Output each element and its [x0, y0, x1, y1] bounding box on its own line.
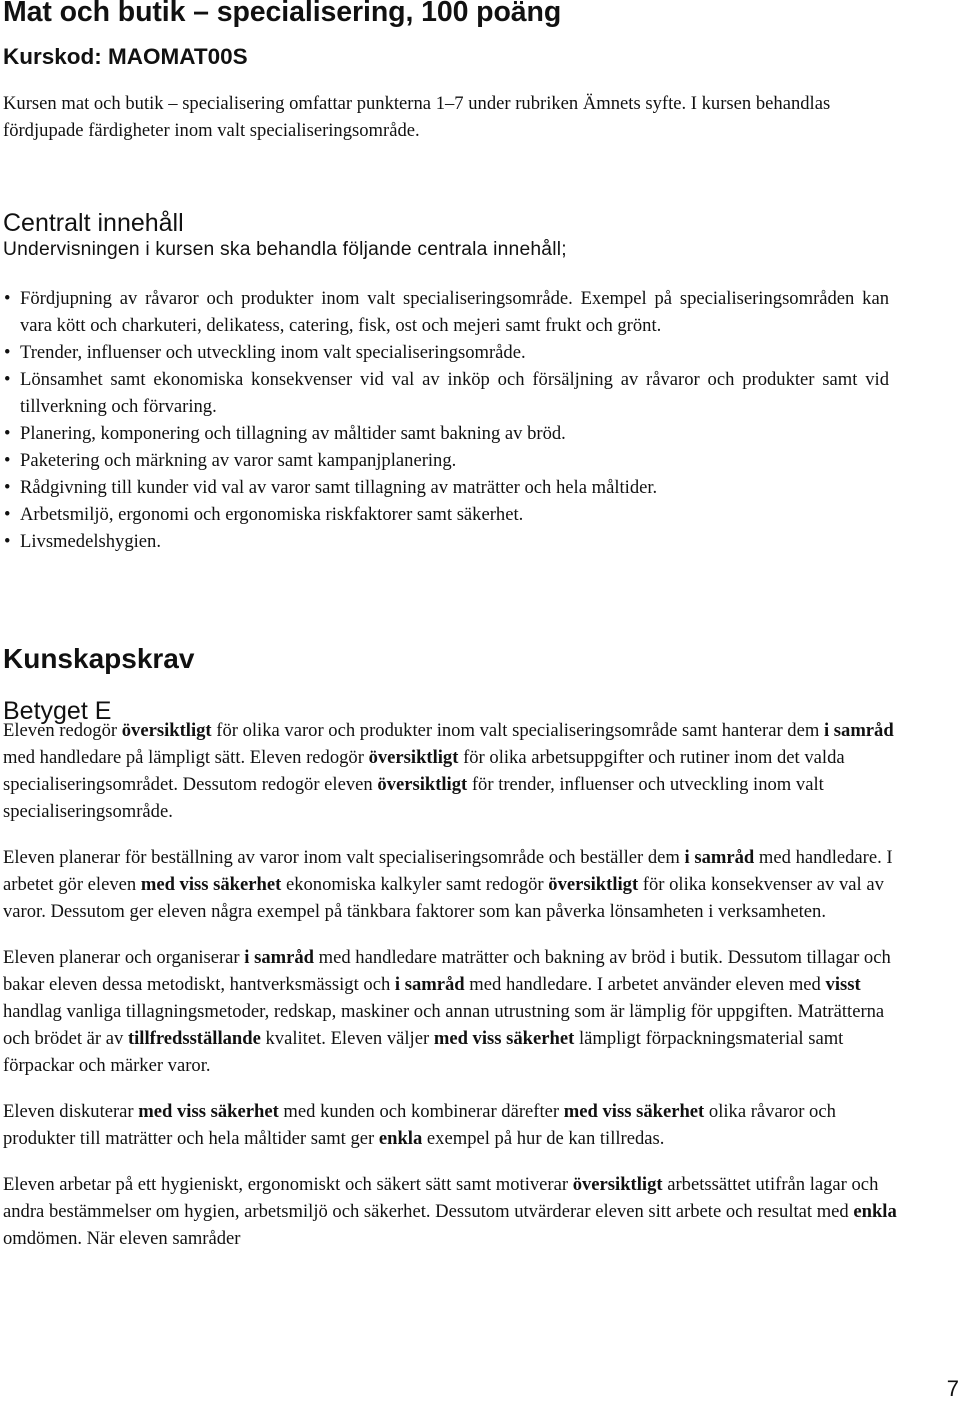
bullet-icon: •	[4, 504, 11, 525]
criteria-text: med handledare. I arbetet gör eleven	[3, 847, 893, 895]
intro-paragraph: Kursen mat och butik – specialisering omfattar punkterna 1–7 under rubriken Ämnets syfte. I kursen behandlas fördjupade färdigheter inom valt specialiseringsområde.	[3, 93, 831, 141]
criteria-text: kvalitet. Eleven väljer	[260, 1028, 434, 1049]
criteria-emphasis: med viss säkerhet	[138, 1101, 279, 1122]
grade-e-heading: Betyget E	[3, 697, 112, 725]
criteria-text: ekonomiska kalkyler samt redogör	[281, 874, 549, 895]
list-item-text: Livsmedelshygien.	[20, 531, 161, 552]
criteria-text: med handledare på lämpligt sätt. Eleven redogör	[3, 747, 369, 768]
list-item-text: Rådgivning till kunder vid val av varor samt tillagning av maträtter och hela måltider.	[20, 477, 658, 498]
criteria-text: för olika varor och produkter inom valt specialiseringsområde samt hanterar dem	[211, 720, 824, 741]
bullet-icon: •	[4, 477, 11, 498]
criteria-emphasis: med viss säkerhet	[563, 1101, 705, 1122]
list-item	[3, 339, 889, 366]
list-item	[3, 366, 889, 420]
criteria-text: för trender, influenser och utveckling inom valt specialiseringsområde.	[3, 774, 824, 822]
page-title: Mat och butik – specialisering, 100 poäng	[3, 0, 562, 28]
bullet-icon: •	[4, 369, 11, 390]
criteria-emphasis: i samråd	[823, 720, 894, 741]
criteria-emphasis: i samråd	[394, 974, 465, 995]
criteria-text: med handledare maträtter och bakning av bröd i butik. Dessutom tillagar och bakar eleven dessa metodiskt, hantverksmässigt och	[3, 947, 891, 995]
criteria-text: med handledare. I arbetet använder eleven med	[464, 974, 826, 995]
criteria-emphasis: i samråd	[684, 847, 755, 868]
criteria-emphasis: i samråd	[244, 947, 314, 968]
criteria-emphasis: översiktligt	[548, 874, 639, 895]
list-item	[3, 474, 889, 501]
criteria-paragraph	[3, 1171, 903, 1252]
criteria-text: Eleven arbetar på ett hygieniskt, ergonomiskt och säkert sätt samt motiverar	[3, 1174, 573, 1195]
criteria-emphasis: med viss säkerhet	[140, 874, 282, 895]
list-item	[3, 285, 889, 339]
criteria-text: Eleven planerar och organiserar	[3, 947, 245, 968]
bullet-icon: •	[4, 450, 11, 471]
bullet-icon: •	[4, 342, 11, 363]
central-content-subheading: Undervisningen i kursen ska behandla följande centrala innehåll;	[3, 239, 567, 260]
bullet-icon: •	[4, 423, 11, 444]
criteria-text: olika råvaror och produkter till maträtter och hela måltider samt ger	[3, 1101, 836, 1149]
central-content-list	[3, 285, 889, 555]
list-item-text: Paketering och märkning av varor samt kampanjplanering.	[20, 450, 457, 471]
criteria-paragraph	[3, 1098, 903, 1152]
list-item	[3, 501, 889, 528]
list-item	[3, 420, 889, 447]
criteria-text: Eleven planerar för beställning av varor inom valt specialiseringsområde och beställer dem	[3, 847, 685, 868]
criteria-paragraph	[3, 844, 903, 925]
page-number: 7	[946, 1376, 959, 1401]
criteria-paragraph	[3, 717, 903, 825]
list-item-text: Arbetsmiljö, ergonomi och ergonomiska riskfaktorer samt säkerhet.	[20, 504, 524, 525]
central-content-heading: Centralt innehåll	[3, 208, 184, 237]
criteria-text: exempel på hur de kan tillredas.	[422, 1128, 665, 1149]
list-item-text: Trender, influenser och utveckling inom valt specialiseringsområde.	[20, 342, 526, 363]
bullet-icon: •	[4, 288, 11, 309]
list-item	[3, 447, 889, 474]
criteria-emphasis: enkla	[853, 1201, 897, 1222]
criteria-emphasis: enkla	[378, 1128, 423, 1149]
criteria-emphasis: visst	[825, 974, 861, 995]
criteria-text: Eleven diskuterar	[3, 1101, 139, 1122]
criteria-text: arbetssättet utifrån lagar och andra bestämmelser om hygien, arbetsmiljö och säkerhet. Dessutom utvärderar eleven sitt arbete och resultat med	[3, 1174, 879, 1222]
criteria-emphasis: översiktligt	[368, 747, 459, 768]
criteria-paragraph	[3, 944, 903, 1079]
criteria-emphasis: översiktligt	[572, 1174, 663, 1195]
grade-criteria	[3, 717, 903, 1271]
course-code: Kurskod: MAOMAT00S	[3, 44, 248, 69]
criteria-emphasis: översiktligt	[377, 774, 468, 795]
criteria-text: lämpligt förpackningsmaterial samt förpackar och märker varor.	[3, 1028, 844, 1076]
criteria-emphasis: tillfredsställande	[127, 1028, 261, 1049]
list-item-text: Fördjupning av råvaror och produkter inom valt specialiseringsområde. Exempel på specialiseringsområden kan vara kött och charkuteri, delikatess, catering, fisk, ost och mejeri samt frukt och grönt.	[20, 288, 889, 336]
criteria-text: för olika konsekvenser av val av varor. Dessutom ger eleven några exempel på tänkbara faktorer som kan påverka lönsamheten i verksamheten.	[3, 874, 884, 922]
list-item-text: Planering, komponering och tillagning av måltider samt bakning av bröd.	[20, 423, 566, 444]
criteria-text: omdömen. När eleven samråder	[3, 1228, 241, 1249]
criteria-emphasis: översiktligt	[121, 720, 212, 741]
criteria-text: Eleven redogör	[3, 720, 122, 741]
list-item	[3, 528, 889, 555]
bullet-icon: •	[4, 531, 11, 552]
criteria-text: handlag vanliga tillagningsmetoder, redskap, maskiner och annan utrustning som är lämplig för uppgiften. Maträtterna och brödet är av	[3, 1001, 885, 1049]
list-item-text: Lönsamhet samt ekonomiska konsekvenser vid val av inköp och försäljning av råvaror och produkter samt vid tillverkning och förvaring.	[20, 369, 889, 417]
criteria-emphasis: med viss säkerhet	[433, 1028, 575, 1049]
criteria-text: för olika arbetsuppgifter och rutiner inom det valda specialiseringsområdet. Dessutom redogör eleven	[3, 747, 845, 795]
criteria-text: med kunden och kombinerar därefter	[278, 1101, 564, 1122]
knowledge-requirements-heading: Kunskapskrav	[3, 643, 195, 675]
